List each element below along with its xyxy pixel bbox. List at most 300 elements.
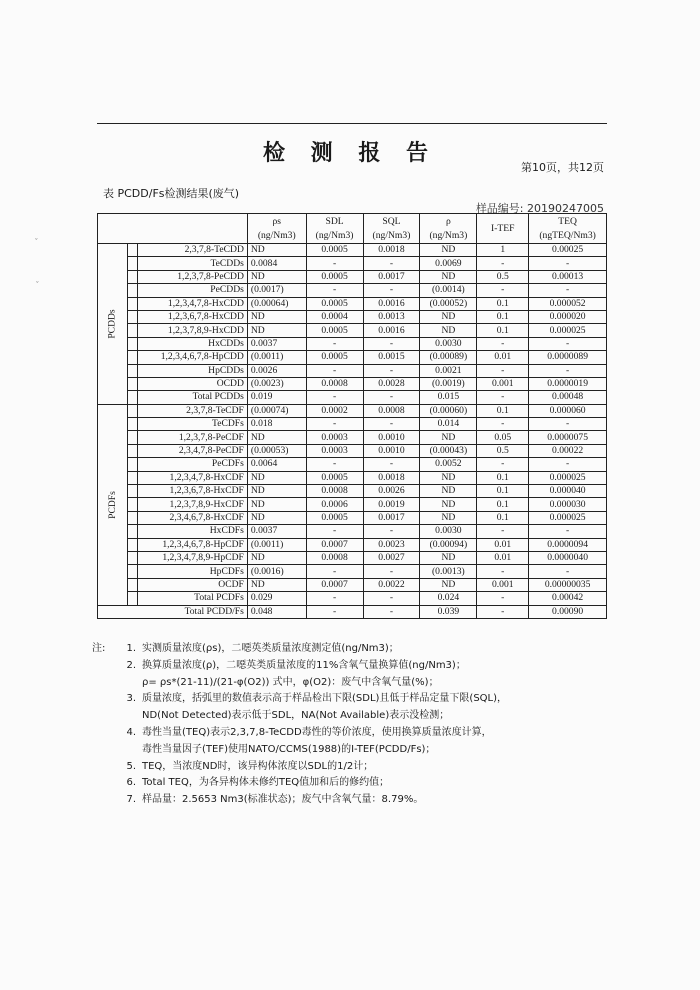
congener-name: 1,2,3,4,7,8-HxCDF: [137, 471, 247, 484]
congener-name: 1,2,3,7,8-PeCDF: [137, 431, 247, 444]
cell-sdl: -: [306, 458, 363, 471]
indent-cell: [128, 498, 137, 511]
cell-itef: 1: [477, 244, 529, 257]
indent-cell: [128, 310, 137, 323]
table-row: [98, 284, 607, 297]
note-line: [92, 691, 612, 708]
cell-sql: 0.0013: [363, 310, 420, 323]
cell-rho: (0.00052): [420, 297, 477, 310]
note-text: 质量浓度，括弧里的数值表示高于样品检出下限(SDL)且低于样品定量下限(SQL)，: [142, 693, 508, 705]
cell-teq: -: [529, 284, 607, 297]
indent-cell: [128, 284, 137, 297]
indent-cell: [128, 257, 137, 270]
note-text: 毒性当量因子(TEF)使用NATO/CCMS(1988)的I-TEF(PCDD/Fs)；: [142, 743, 436, 755]
cell-sdl: -: [306, 284, 363, 297]
cell-itef: 0.01: [477, 351, 529, 364]
cell-sql: 0.0018: [363, 244, 420, 257]
cell-sql: -: [363, 418, 420, 431]
notes-label: [92, 708, 118, 725]
cell-rho-s: ND: [247, 551, 306, 564]
cell-itef: -: [477, 605, 529, 618]
cell-sdl: 0.0008: [306, 485, 363, 498]
note-text: 样品量：2.5653 Nm3(标准状态)；废气中含氧气量：8.79%。: [142, 794, 424, 806]
congener-name: 1,2,3,7,8,9-HxCDD: [137, 324, 247, 337]
cell-rho: 0.024: [420, 592, 477, 605]
table-row: [98, 391, 607, 404]
cell-sdl: -: [306, 364, 363, 377]
column-header: TEQ (ngTEQ/Nm3): [529, 214, 607, 244]
cell-rho: 0.015: [420, 391, 477, 404]
cell-rho-s: (0.0016): [247, 565, 306, 578]
cell-rho-s: 0.0037: [247, 337, 306, 350]
cell-rho-s: ND: [247, 578, 306, 591]
congener-name: 1,2,3,4,7,8,9-HpCDF: [137, 551, 247, 564]
note-line: [92, 725, 612, 742]
indent-cell: [128, 525, 137, 538]
table-row: [98, 244, 607, 257]
cell-teq: 0.000020: [529, 310, 607, 323]
indent-cell: [128, 444, 137, 457]
cell-teq: -: [529, 257, 607, 270]
cell-itef: 0.1: [477, 498, 529, 511]
cell-sql: 0.0022: [363, 578, 420, 591]
cell-rho-s: 0.018: [247, 418, 306, 431]
column-header: ρ (ng/Nm3): [420, 214, 477, 244]
cell-rho-s: 0.019: [247, 391, 306, 404]
congener-name: PeCDFs: [137, 458, 247, 471]
cell-teq: -: [529, 458, 607, 471]
cell-teq: -: [529, 525, 607, 538]
cell-rho-s: 0.0084: [247, 257, 306, 270]
note-number: 4.: [126, 726, 136, 738]
note-number: [118, 675, 142, 692]
cell-sdl: 0.0008: [306, 377, 363, 390]
note-text: ND(Not Detected)表示低于SDL，NA(Not Available)表示没检测；: [142, 710, 450, 722]
congener-name: Total PCDD/Fs: [98, 605, 248, 618]
cell-sdl: 0.0003: [306, 444, 363, 457]
cell-itef: 0.05: [477, 431, 529, 444]
cell-rho: (0.0019): [420, 377, 477, 390]
cell-sql: -: [363, 257, 420, 270]
cell-sdl: 0.0008: [306, 551, 363, 564]
cell-sdl: 0.0005: [306, 511, 363, 524]
cell-rho-s: 0.029: [247, 592, 306, 605]
congener-name: 1,2,3,6,7,8-HxCDD: [137, 310, 247, 323]
cell-teq: 0.00013: [529, 270, 607, 283]
cell-itef: 0.1: [477, 471, 529, 484]
cell-teq: -: [529, 418, 607, 431]
cell-sql: 0.0017: [363, 511, 420, 524]
cell-sdl: -: [306, 337, 363, 350]
congener-name: HxCDFs: [137, 525, 247, 538]
indent-cell: [128, 565, 137, 578]
cell-sdl: -: [306, 605, 363, 618]
congener-name: 1,2,3,7,8,9-HxCDF: [137, 498, 247, 511]
cell-teq: 0.000060: [529, 404, 607, 417]
cell-sdl: -: [306, 525, 363, 538]
indent-cell: [128, 297, 137, 310]
cell-sdl: 0.0007: [306, 538, 363, 551]
table-row: [98, 551, 607, 564]
cell-rho-s: (0.0023): [247, 377, 306, 390]
cell-itef: -: [477, 458, 529, 471]
cell-rho: (0.00089): [420, 351, 477, 364]
indent-cell: [128, 458, 137, 471]
cell-sql: -: [363, 458, 420, 471]
indent-cell: [128, 270, 137, 283]
cell-sdl: 0.0004: [306, 310, 363, 323]
cell-sql: 0.0026: [363, 485, 420, 498]
congener-name: HxCDDs: [137, 337, 247, 350]
indent-cell: [128, 592, 137, 605]
cell-rho-s: ND: [247, 324, 306, 337]
cell-rho-s: ND: [247, 431, 306, 444]
note-text: Total TEQ，为各异构体未修约TEQ值加和后的修约值；: [142, 777, 390, 789]
cell-rho: 0.014: [420, 418, 477, 431]
cell-rho-s: 0.0064: [247, 458, 306, 471]
cell-sql: 0.0018: [363, 471, 420, 484]
note-number: [118, 742, 142, 759]
notes-label: [92, 742, 118, 759]
congener-name: OCDD: [137, 377, 247, 390]
indent-cell: [128, 538, 137, 551]
congener-name: TeCDFs: [137, 418, 247, 431]
sample-number: 样品编号: 20190247005: [475, 202, 604, 215]
cell-teq: -: [529, 565, 607, 578]
notes-label: [92, 725, 118, 742]
column-header: SDL (ng/Nm3): [306, 214, 363, 244]
cell-rho: ND: [420, 244, 477, 257]
table-row: [98, 270, 607, 283]
indent-cell: [128, 377, 137, 390]
cell-sql: 0.0017: [363, 270, 420, 283]
notes-section: [92, 641, 612, 809]
note-number: 1.: [126, 643, 136, 654]
cell-itef: -: [477, 592, 529, 605]
note-line: [92, 708, 612, 725]
top-rule: [97, 123, 607, 124]
cell-itef: 0.1: [477, 485, 529, 498]
congener-name: 2,3,7,8-TeCDF: [137, 404, 247, 417]
cell-teq: 0.000025: [529, 324, 607, 337]
cell-itef: 0.001: [477, 377, 529, 390]
cell-rho: (0.00060): [420, 404, 477, 417]
cell-sql: 0.0016: [363, 324, 420, 337]
cell-sdl: -: [306, 565, 363, 578]
table-row: [98, 310, 607, 323]
cell-rho-s: ND: [247, 310, 306, 323]
cell-rho-s: ND: [247, 498, 306, 511]
results-table: [97, 213, 607, 619]
congener-name: OCDF: [137, 578, 247, 591]
cell-rho-s: (0.00074): [247, 404, 306, 417]
cell-sdl: -: [306, 391, 363, 404]
note-number: 7.: [126, 794, 136, 806]
cell-teq: 0.000025: [529, 511, 607, 524]
table-row: [98, 578, 607, 591]
cell-sql: -: [363, 337, 420, 350]
cell-rho: ND: [420, 578, 477, 591]
cell-rho: ND: [420, 511, 477, 524]
table-row: [98, 525, 607, 538]
cell-itef: -: [477, 391, 529, 404]
cell-sql: -: [363, 284, 420, 297]
cell-sdl: 0.0005: [306, 297, 363, 310]
page-number: 第10页，共12页: [521, 161, 604, 174]
cell-itef: 0.1: [477, 310, 529, 323]
indent-cell: [128, 511, 137, 524]
notes-label: [92, 675, 118, 692]
cell-sdl: -: [306, 257, 363, 270]
column-header: I-TEF: [477, 214, 529, 244]
cell-sdl: 0.0003: [306, 431, 363, 444]
cell-sdl: 0.0007: [306, 578, 363, 591]
cell-teq: 0.0000075: [529, 431, 607, 444]
congener-name: 2,3,4,6,7,8-HxCDF: [137, 511, 247, 524]
cell-rho: 0.0069: [420, 257, 477, 270]
cell-rho-s: (0.0011): [247, 538, 306, 551]
cell-teq: 0.00042: [529, 592, 607, 605]
cell-teq: 0.00048: [529, 391, 607, 404]
congener-name: PeCDDs: [137, 284, 247, 297]
cell-rho: ND: [420, 551, 477, 564]
cell-sql: 0.0016: [363, 297, 420, 310]
cell-rho: 0.039: [420, 605, 477, 618]
indent-cell: [128, 391, 137, 404]
notes-label: [92, 775, 118, 792]
table-row: [98, 592, 607, 605]
table-row: [98, 458, 607, 471]
cell-teq: 0.000040: [529, 485, 607, 498]
note-line: [92, 742, 612, 759]
cell-sql: -: [363, 525, 420, 538]
cell-rho-s: ND: [247, 270, 306, 283]
cell-itef: -: [477, 337, 529, 350]
table-caption: 表 PCDD/Fs检测结果(废气): [103, 187, 240, 200]
page-title: 检 测 报 告: [263, 141, 437, 166]
cell-itef: 0.5: [477, 270, 529, 283]
cell-rho-s: ND: [247, 471, 306, 484]
indent-cell: [128, 418, 137, 431]
cell-itef: 0.1: [477, 404, 529, 417]
scan-speck: ˇ: [35, 237, 38, 246]
note-number: 2.: [126, 659, 136, 671]
cell-rho-s: 0.048: [247, 605, 306, 618]
congener-name: Total PCDDs: [137, 391, 247, 404]
table-row: [98, 498, 607, 511]
cell-rho: ND: [420, 324, 477, 337]
cell-itef: -: [477, 364, 529, 377]
cell-sql: 0.0028: [363, 377, 420, 390]
cell-rho-s: 0.0026: [247, 364, 306, 377]
note-text: 毒性当量(TEQ)表示2,3,7,8-TeCDD毒性的等价浓度，使用换算质量浓度计算，: [142, 726, 492, 738]
note-text: 实测质量浓度(ρs)，二噁英类质量浓度测定值(ng/Nm3)；: [142, 643, 399, 654]
cell-sql: 0.0008: [363, 404, 420, 417]
cell-sql: 0.0019: [363, 498, 420, 511]
table-row: [98, 471, 607, 484]
cell-itef: -: [477, 565, 529, 578]
cell-itef: -: [477, 525, 529, 538]
note-number: 6.: [126, 777, 136, 789]
cell-sql: 0.0010: [363, 444, 420, 457]
congener-name: HpCDDs: [137, 364, 247, 377]
cell-rho-s: ND: [247, 485, 306, 498]
cell-itef: -: [477, 257, 529, 270]
cell-itef: 0.5: [477, 444, 529, 457]
cell-sql: 0.0015: [363, 351, 420, 364]
cell-rho: ND: [420, 310, 477, 323]
table-row: [98, 605, 607, 618]
notes-label: [92, 792, 118, 809]
indent-cell: [128, 551, 137, 564]
note-text: ρ= ρs*(21-11)/(21-φ(O2)) 式中，φ(O2)：废气中含氧气量(%)；: [142, 676, 439, 688]
table-row: [98, 418, 607, 431]
cell-rho-s: (0.0017): [247, 284, 306, 297]
cell-rho: ND: [420, 471, 477, 484]
note-line: [92, 675, 612, 692]
cell-sdl: 0.0005: [306, 324, 363, 337]
table-row: [98, 324, 607, 337]
indent-cell: [128, 324, 137, 337]
cell-sdl: 0.0006: [306, 498, 363, 511]
table-row: [98, 485, 607, 498]
table-row: [98, 404, 607, 417]
cell-rho: ND: [420, 270, 477, 283]
cell-rho: ND: [420, 498, 477, 511]
notes-label: [92, 759, 118, 776]
note-text: 换算质量浓度(ρ)，二噁英类质量浓度的11%含氧气量换算值(ng/Nm3)；: [142, 659, 466, 671]
cell-sdl: 0.0005: [306, 244, 363, 257]
group-label: PCDFs: [98, 404, 128, 605]
cell-sql: -: [363, 605, 420, 618]
cell-sql: 0.0010: [363, 431, 420, 444]
note-text: TEQ，当浓度ND时，该异构体浓度以SDL的1/2计；: [142, 760, 374, 772]
note-line: [92, 641, 612, 658]
notes-label: 注:: [92, 643, 106, 654]
column-header: SQL (ng/Nm3): [363, 214, 420, 244]
cell-rho: (0.00043): [420, 444, 477, 457]
table-header-row: [98, 214, 607, 244]
cell-rho: 0.0021: [420, 364, 477, 377]
cell-sdl: 0.0005: [306, 471, 363, 484]
cell-itef: 0.1: [477, 511, 529, 524]
notes-label: [92, 658, 118, 675]
cell-rho: 0.0052: [420, 458, 477, 471]
cell-sql: -: [363, 391, 420, 404]
cell-teq: 0.0000040: [529, 551, 607, 564]
table-row: [98, 444, 607, 457]
cell-rho: (0.0014): [420, 284, 477, 297]
cell-rho-s: ND: [247, 244, 306, 257]
cell-sdl: 0.0002: [306, 404, 363, 417]
cell-itef: 0.001: [477, 578, 529, 591]
cell-sdl: -: [306, 418, 363, 431]
indent-cell: [128, 485, 137, 498]
cell-sdl: 0.0005: [306, 270, 363, 283]
table-row: [98, 377, 607, 390]
cell-itef: 0.1: [477, 297, 529, 310]
cell-rho-s: (0.00064): [247, 297, 306, 310]
cell-teq: -: [529, 364, 607, 377]
cell-itef: 0.1: [477, 324, 529, 337]
cell-teq: -: [529, 337, 607, 350]
note-number: [118, 708, 142, 725]
scan-speck: ˇ: [36, 280, 39, 289]
cell-sql: -: [363, 592, 420, 605]
notes-label: [92, 691, 118, 708]
cell-itef: 0.01: [477, 538, 529, 551]
header-blank-cell: [98, 214, 248, 244]
table-row: [98, 431, 607, 444]
cell-itef: -: [477, 284, 529, 297]
table-row: [98, 364, 607, 377]
cell-sdl: -: [306, 592, 363, 605]
indent-cell: [128, 471, 137, 484]
cell-teq: 0.0000019: [529, 377, 607, 390]
cell-rho: (0.00094): [420, 538, 477, 551]
cell-rho: ND: [420, 485, 477, 498]
congener-name: HpCDFs: [137, 565, 247, 578]
cell-rho-s: (0.0011): [247, 351, 306, 364]
cell-sql: 0.0027: [363, 551, 420, 564]
cell-sql: 0.0023: [363, 538, 420, 551]
table-row: [98, 511, 607, 524]
indent-cell: [128, 337, 137, 350]
congener-name: 1,2,3,6,7,8-HxCDF: [137, 485, 247, 498]
congener-name: 1,2,3,4,6,7,8-HpCDD: [137, 351, 247, 364]
table-row: [98, 538, 607, 551]
indent-cell: [128, 244, 137, 257]
cell-teq: 0.000025: [529, 471, 607, 484]
cell-rho-s: ND: [247, 511, 306, 524]
congener-name: 1,2,3,7,8-PeCDD: [137, 270, 247, 283]
note-number: 5.: [126, 760, 136, 772]
table-row: [98, 337, 607, 350]
note-line: [92, 759, 612, 776]
cell-teq: 0.00022: [529, 444, 607, 457]
congener-name: TeCDDs: [137, 257, 247, 270]
cell-sdl: 0.0005: [306, 351, 363, 364]
cell-rho-s: 0.0037: [247, 525, 306, 538]
cell-rho: 0.0030: [420, 337, 477, 350]
column-header: ρs (ng/Nm3): [247, 214, 306, 244]
cell-teq: 0.00090: [529, 605, 607, 618]
cell-rho: 0.0030: [420, 525, 477, 538]
group-label: PCDDs: [98, 244, 128, 405]
cell-itef: 0.01: [477, 551, 529, 564]
cell-teq: 0.00000035: [529, 578, 607, 591]
indent-cell: [128, 431, 137, 444]
table-row: [98, 297, 607, 310]
congener-name: 1,2,3,4,7,8-HxCDD: [137, 297, 247, 310]
congener-name: Total PCDFs: [137, 592, 247, 605]
cell-teq: 0.0000089: [529, 351, 607, 364]
cell-teq: 0.000030: [529, 498, 607, 511]
cell-rho: ND: [420, 431, 477, 444]
table-row: [98, 351, 607, 364]
congener-name: 2,3,4,7,8-PeCDF: [137, 444, 247, 457]
cell-itef: -: [477, 418, 529, 431]
indent-cell: [128, 578, 137, 591]
cell-teq: 0.000052: [529, 297, 607, 310]
congener-name: 1,2,3,4,6,7,8-HpCDF: [137, 538, 247, 551]
table-row: [98, 565, 607, 578]
indent-cell: [128, 351, 137, 364]
note-number: 3.: [126, 693, 136, 705]
cell-rho: (0.0013): [420, 565, 477, 578]
cell-sql: -: [363, 565, 420, 578]
cell-teq: 0.00025: [529, 244, 607, 257]
